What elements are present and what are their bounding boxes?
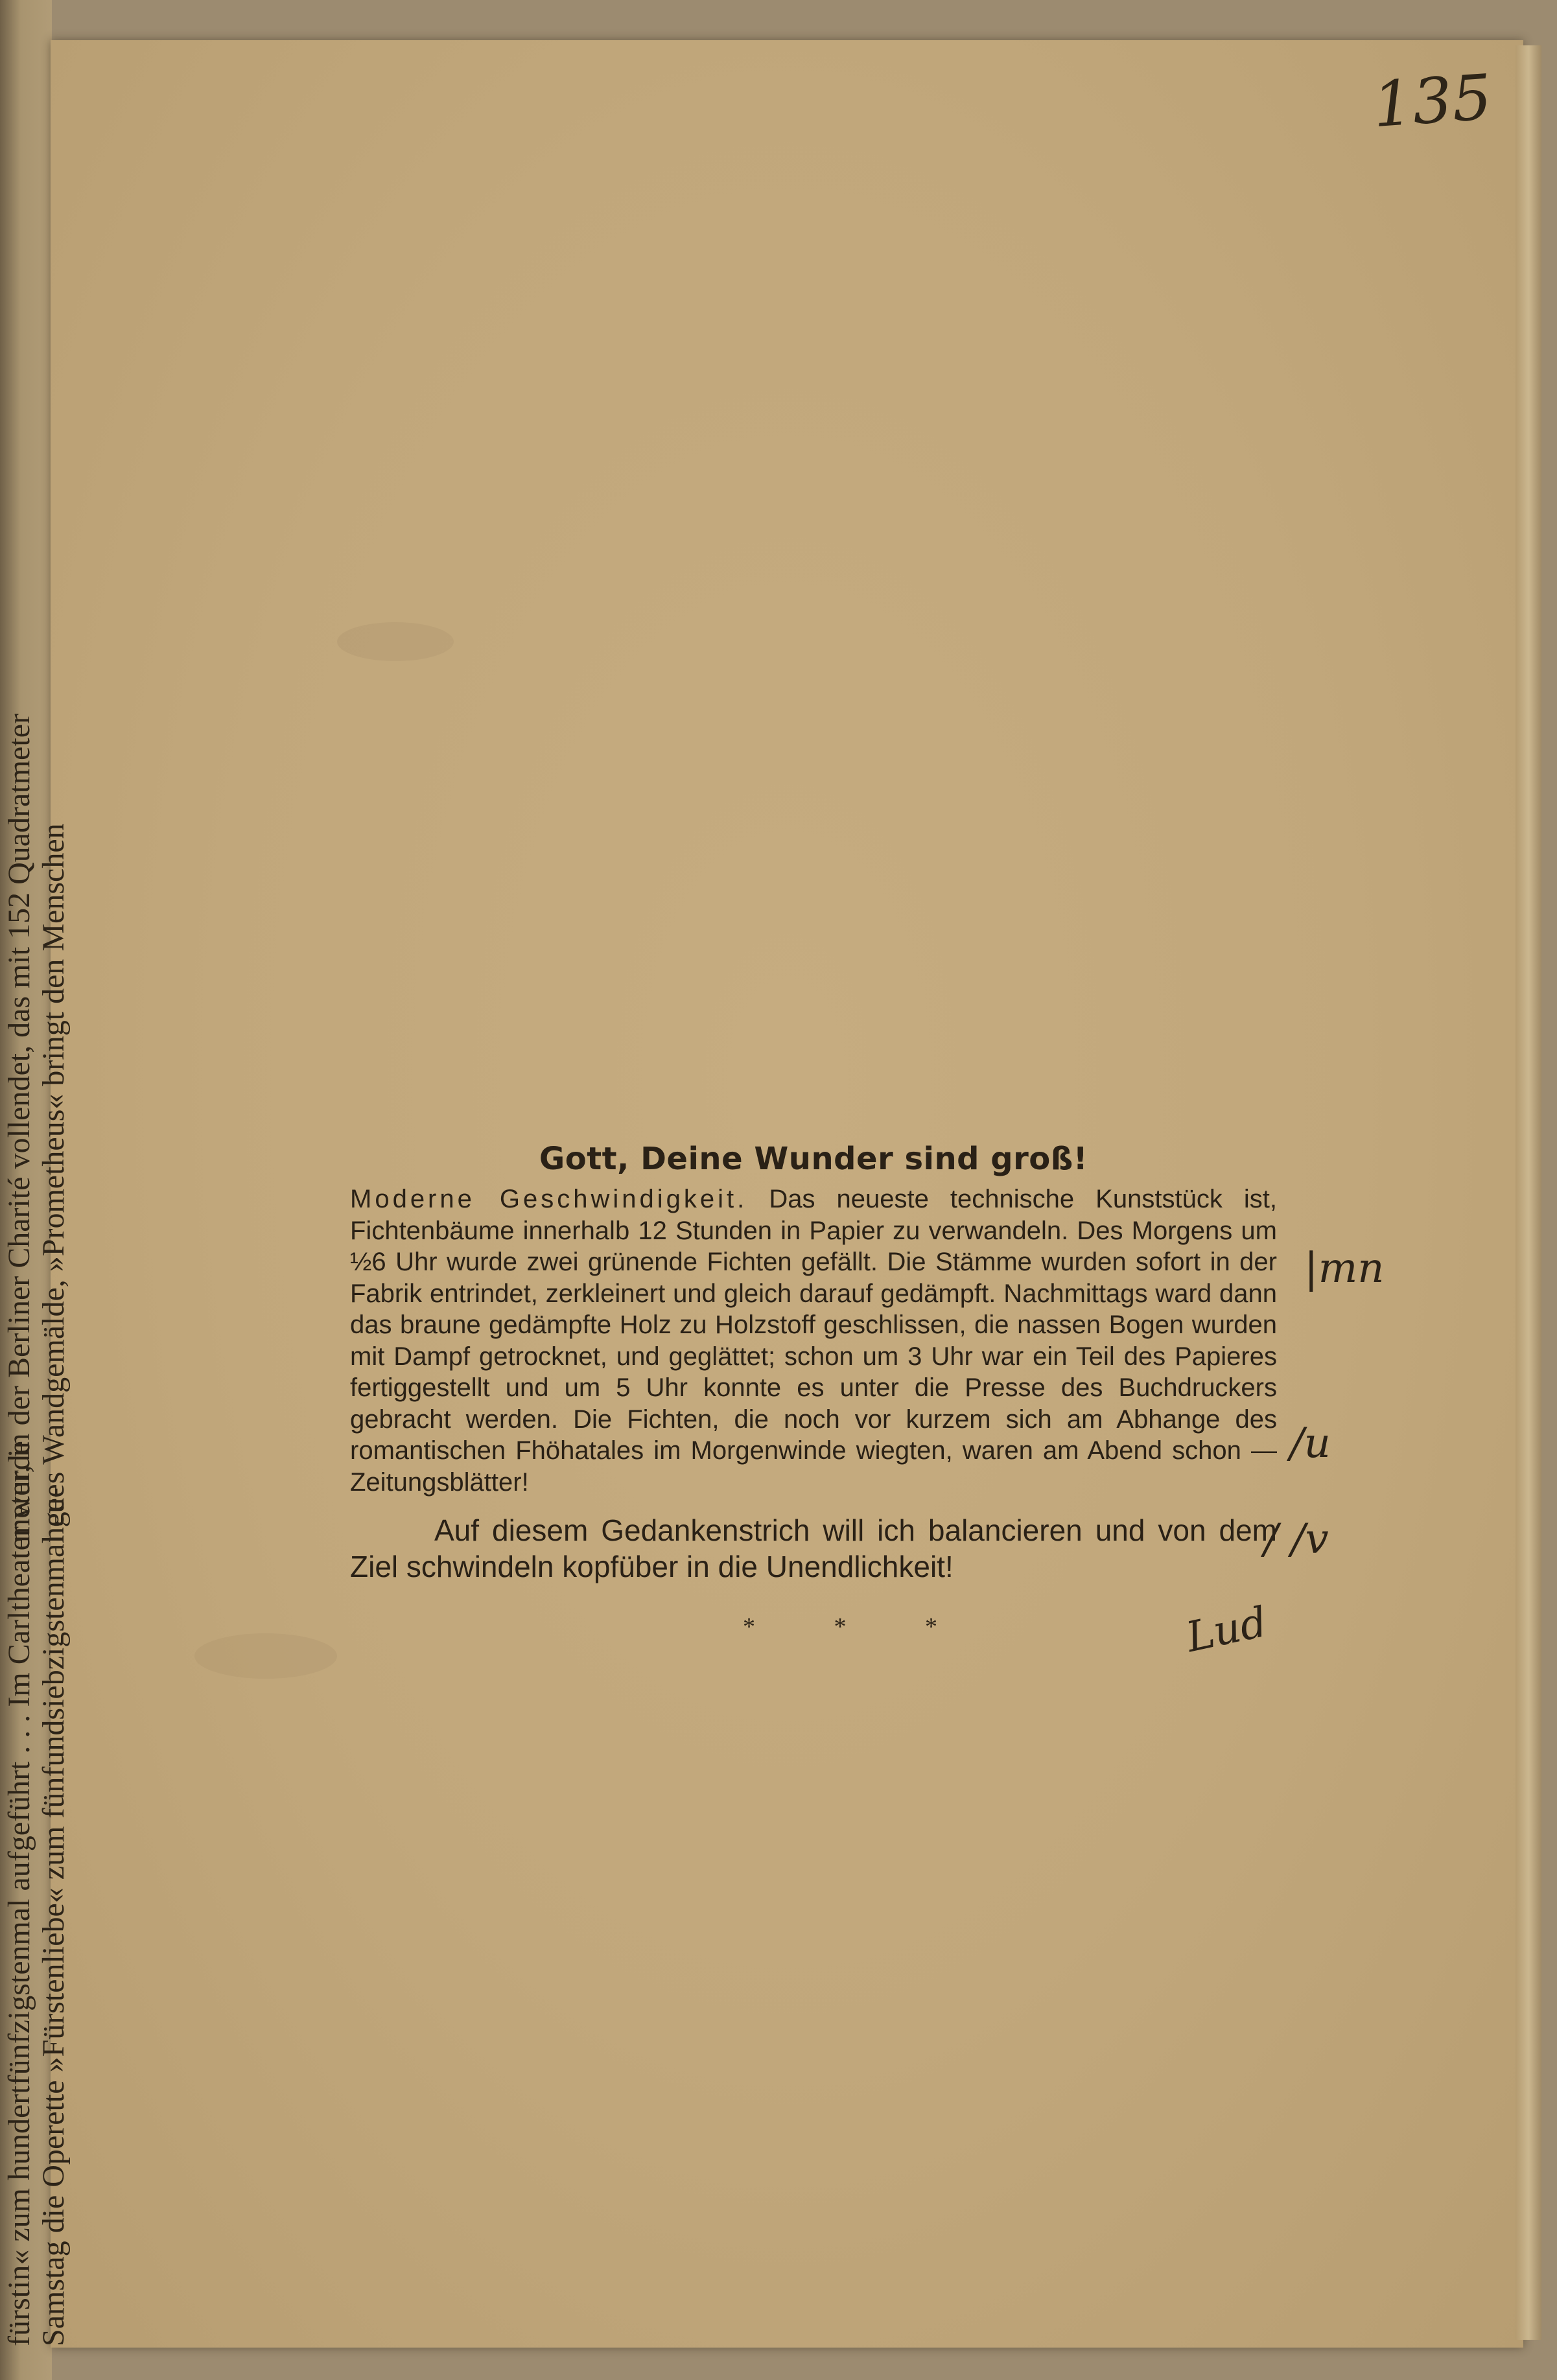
adjacent-line: neues Wandgemälde, »Prometheus« bringt den Menschen <box>36 823 71 1543</box>
adjacent-line: fürstin« zum hundertfünfzigstenmal aufgeführt . . . Im Carltheater wurde <box>2 1441 36 2346</box>
adjacent-line: meter, in der Berliner Charité vollendet, das mit 152 Quadratmeter <box>2 714 36 1543</box>
asterism: * * * <box>743 1613 974 1640</box>
proof-mark: |mn <box>1304 1244 1385 1292</box>
adjacent-page-column-lower <box>2 0 71 1543</box>
article-closing: Auf diesem Gedankenstrich will ich balancieren und von dem Ziel schwindeln kopfüber in die Unendlichkeit! <box>350 1513 1277 1583</box>
paper-stain <box>194 1633 337 1679</box>
proof-mark: / /v <box>1264 1515 1329 1563</box>
folio-number: 135 <box>1370 60 1494 142</box>
article-text: Das neueste technische Kunststück ist, Fichtenbäume innerhalb 12 Stunden in Papier zu verwandeln. Des Morgens um ½6 Uhr wurde zwei grünende Fichten gefällt. Die Stämme wurden sofort in der Fabrik entrindet, zerkleinert und gleich darauf gedämpft. Nachmittags ward dann das braune gedämpfte Holz zu Holzstoff geschlissen, die nassen Bogen wurden mit Dampf getrocknet, und geglättet; schon um 3 Uhr war ein Teil des Papieres fertiggestellt und um 5 Uhr konnte es unter die Presse des Buchdruckers gebracht werden. Die Fichten, die noch vor kurzem sich am Abhange des romantischen Fhöhatales im Morgenwinde wiegten, waren am Abend schon — Zeitungsblätter! <box>350 1185 1277 1497</box>
article-title: Gott, Deine Wunder sind groß! <box>539 1141 1088 1177</box>
article-lead: Moderne Geschwindigkeit. <box>350 1185 748 1213</box>
adjacent-line: Samstag die Operette »Fürstenliebe« zum fünfundsiebzigstenmal ge- <box>36 1488 71 2346</box>
article-body <box>350 1184 1277 1498</box>
article <box>350 1141 1277 1615</box>
page-edge <box>1516 45 1541 2340</box>
proof-mark: /u <box>1290 1419 1331 1467</box>
proof-mark: Lud <box>1182 1598 1272 1662</box>
paper-stain <box>337 622 454 661</box>
